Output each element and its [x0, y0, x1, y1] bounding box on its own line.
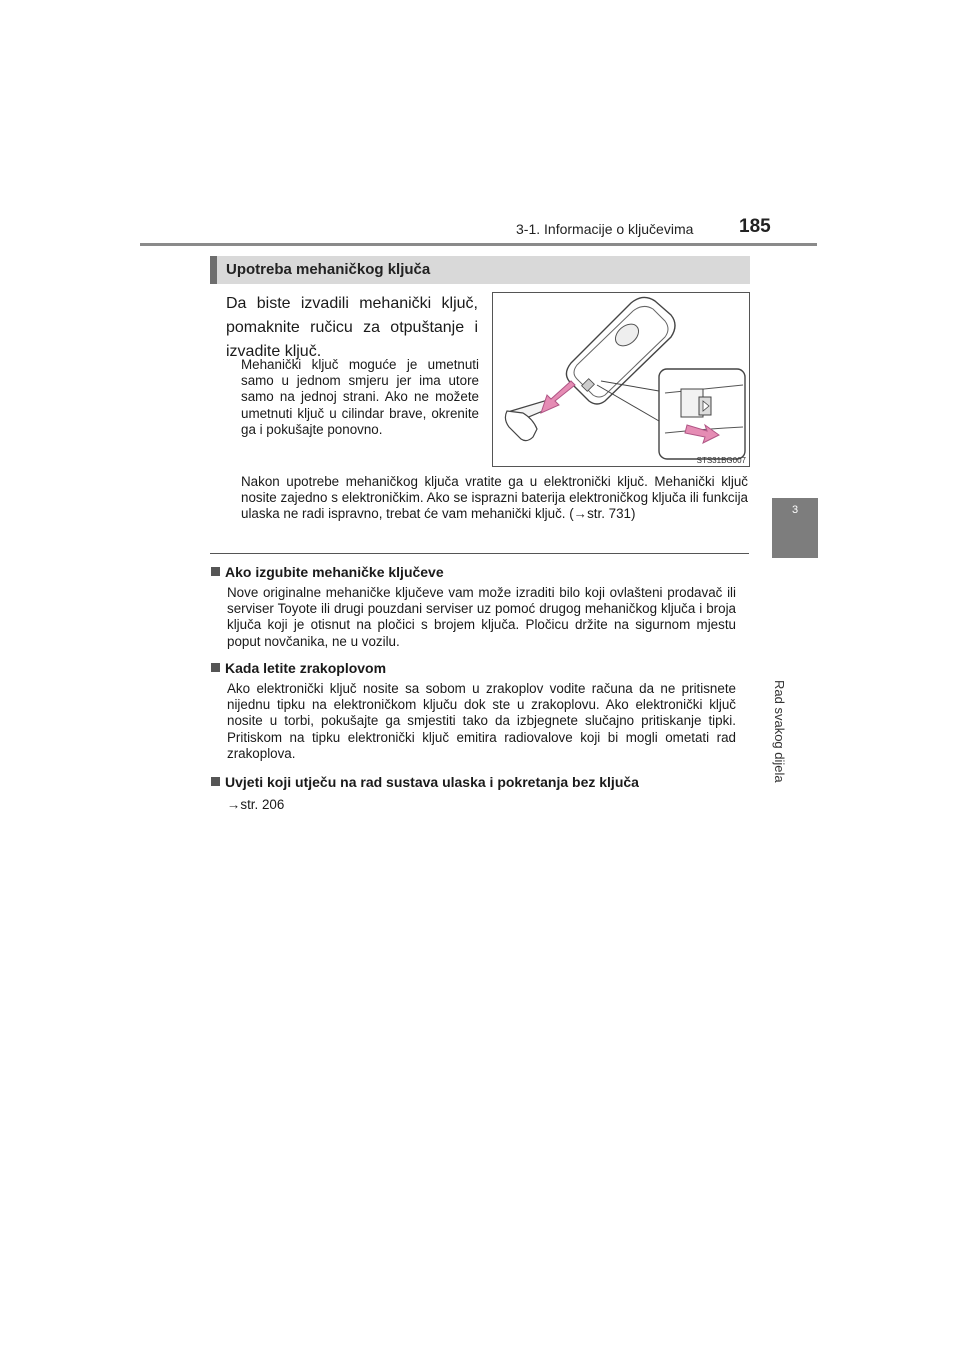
key-illustration: [492, 292, 750, 467]
chapter-number: 3: [791, 504, 799, 516]
note-insert-direction: Mehanički ključ moguće je umetnuti samo u jednom smjeru jer ima utore samo na jednoj strani. Ako ne možete umetnuti ključ u cilindar brave, okrenite ga i pokušajte ponovno.: [241, 357, 479, 437]
header-section-title: 3-1. Informacije o ključevima: [516, 221, 694, 237]
chapter-label-wrap: [770, 565, 820, 783]
section-heading: Upotreba mehaničkog ključa: [210, 256, 750, 284]
separator-rule: [210, 553, 749, 554]
square-bullet-icon: [211, 777, 220, 786]
key-drawing: [493, 293, 749, 466]
subsection-title: Ako izgubite mehaničke ključeve: [225, 564, 444, 580]
chapter-label: Rad svakog dijela: [772, 680, 787, 783]
lead-instruction: Da biste izvadili mehanički ključ, pomaknite ručicu za otpuštanje i izvadite ključ.: [226, 295, 478, 360]
square-bullet-icon: [211, 663, 220, 672]
note-after-use: Nakon upotrebe mehaničkog ključa vratite ga u elektronički ključ. Mehanički ključ nosite zajedno s elektroničkim. Ako se isprazni baterija elektroničkog ključa ili funkcija ulaska ne radi ispravno, trebat će vam mehanički ključ. (→str. 731): [241, 474, 748, 522]
figure-code: STS31BG007: [696, 456, 746, 465]
subsection-text-flying: Ako elektronički ključ nosite sa sobom u zrakoplov vodite računa da ne pritisnete nijednu tipku na elektroničkom ključu dok ste u zrakoplovu. Ako elektronički ključ nosite u torbi, pokušajte ga smjestiti tako da izbjegnete slučajno pritiskanje tipki. Pritiskom na tipku elektronički ključ emitira radiovalove koji bi mogli ometati rad zrakoplova.: [227, 681, 736, 761]
chapter-tab: [772, 498, 818, 558]
subsection-text-lost-keys: Nove originalne mehaničke ključeve vam može izraditi bilo koji ovlašteni prodavač ili serviser Toyote ili drugi pouzdani serviser uz pomoć drugog mehaničkog ključa i broja ključa koji je otisnut na pločici s brojem ključa. Pločicu držite na sigurnom mjestu poput novčanika, ne u vozilu.: [227, 585, 736, 649]
square-bullet-icon: [211, 567, 220, 576]
subsection-heading-conditions: [211, 774, 639, 791]
subsection-heading-flying: [211, 660, 386, 677]
page-reference-link[interactable]: →str. 206: [227, 797, 285, 812]
subsection-heading-lost-keys: [211, 564, 444, 581]
subsection-title: Uvjeti koji utječu na rad sustava ulaska i pokretanja bez ključa: [225, 774, 639, 790]
header-rule: [140, 243, 817, 246]
page-number: 185: [739, 216, 771, 237]
subsection-title: Kada letite zrakoplovom: [225, 660, 387, 676]
